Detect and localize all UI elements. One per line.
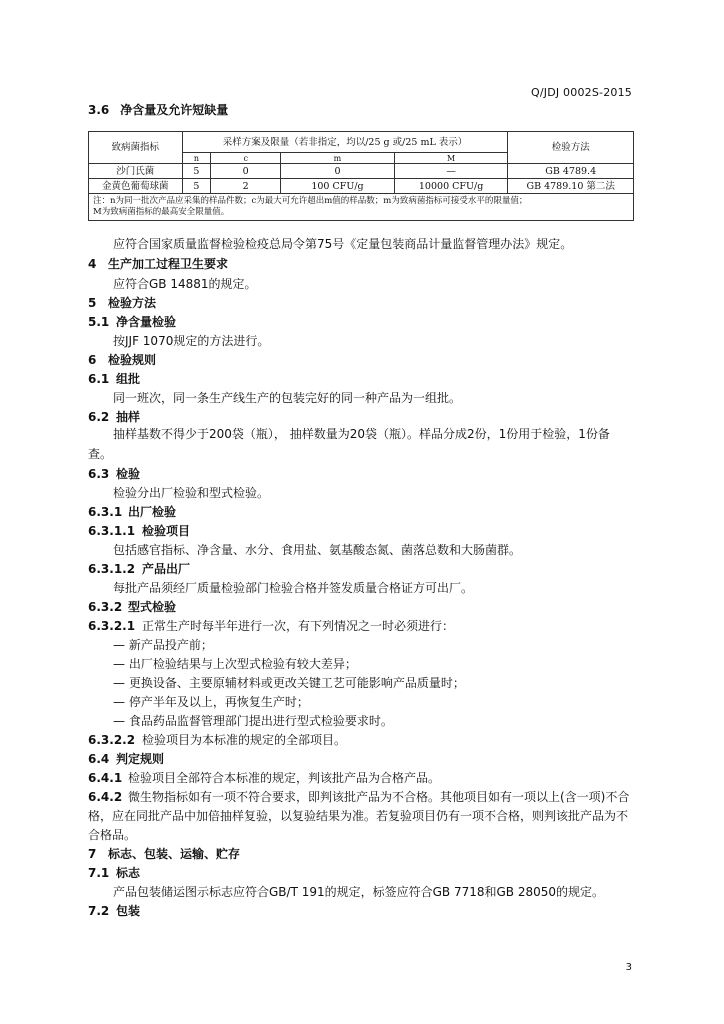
- clause-6-4-1: 6.4.1 检验项目全部符合本标准的规定，判该批产品为合格产品。: [88, 771, 441, 785]
- list-item: — 新产品投产前；: [113, 638, 213, 652]
- heading-6-4: 6.4 判定规则: [88, 752, 165, 766]
- page-number: 3: [625, 962, 632, 973]
- table-cell-method: GB 4789.4: [508, 164, 634, 179]
- table-cell-name: 金黄色葡萄球菌: [89, 179, 183, 194]
- paragraph-6-3-1-2: 每批产品须经厂质量检验部门检验合格并签发质量合格证方可出厂。: [113, 581, 474, 595]
- standard-code: Q/JDJ 0002S-2015: [531, 86, 632, 99]
- heading-6-3: 6.3 检验: [88, 467, 141, 481]
- table-note-line-2: M为致病菌指标的最高安全限量值。: [93, 207, 230, 217]
- paragraph-5-1: 按JJF 1070规定的方法进行。: [113, 334, 270, 348]
- heading-5-1: 5.1 净含量检验: [88, 315, 177, 329]
- table-cell-M: 10000 CFU/g: [394, 179, 508, 194]
- table-cell-m: 0: [281, 164, 395, 179]
- paragraph-6-3-1-1: 包括感官指标、净含量、水分、食用盐、氨基酸态氮、菌落总数和大肠菌群。: [113, 543, 522, 557]
- clause-6-4-2: 6.4.2 微生物指标如有一项不符合要求，即判该批产品为不合格。其他项目如有一项以上(含一项)不合格，应在同批产品中加倍抽样复验，以复验结果为准。若复验项目仍有一项不合格，则判该批产品为不合格品。: [88, 790, 630, 842]
- table-header-pathogen: 致病菌指标: [89, 132, 183, 164]
- clause-6-3-2-2: 6.3.2.2 检验项目为本标准的规定的全部项目。: [88, 733, 347, 747]
- table-row: [89, 164, 634, 179]
- table-header-plan: 采样方案及限量（若非指定，均以/25 g 或/25 mL 表示）: [182, 132, 508, 153]
- heading-6-2: 6.2 抽样: [88, 410, 141, 424]
- heading-6-3-1-2: 6.3.1.2 产品出厂: [88, 562, 191, 576]
- table-note: [89, 194, 634, 221]
- heading-7-1: 7.1 标志: [88, 866, 141, 880]
- table-cell-n: 5: [182, 179, 211, 194]
- table-note-line-1: 注：n为同一批次产品应采集的样品件数；c为最大可允许超出m值的样品数；m为致病菌指标可接受水平的限量值；: [93, 196, 528, 206]
- paragraph-7-1: 产品包装储运图示标志应符合GB/T 191的规定，标签应符合GB 7718和GB 28050的规定。: [113, 885, 605, 899]
- table-subheader-c: c: [211, 153, 281, 164]
- paragraph-6-1: 同一班次，同一条生产线生产的包装完好的同一种产品为一组批。: [113, 391, 462, 405]
- heading-4: 4 生产加工过程卫生要求: [88, 257, 229, 271]
- table-cell-c: 0: [211, 164, 281, 179]
- table-subheader-M: M: [394, 153, 508, 164]
- list-item: — 更换设备、主要原辅材料或更改关键工艺可能影响产品质量时；: [113, 676, 465, 690]
- heading-6: 6 检验规则: [88, 353, 157, 367]
- paragraph-3-6: 应符合国家质量监督检验检疫总局令第75号《定量包装商品计量监督管理办法》规定。: [113, 237, 573, 251]
- heading-6-1: 6.1 组批: [88, 372, 141, 386]
- table-cell-c: 2: [211, 179, 281, 194]
- table-subheader-n: n: [182, 153, 211, 164]
- table-cell-method: GB 4789.10 第二法: [508, 179, 634, 194]
- paragraph-4: 应符合GB 14881的规定。: [113, 277, 257, 291]
- table-cell-n: 5: [182, 164, 211, 179]
- heading-5: 5 检验方法: [88, 296, 157, 310]
- table-row: [89, 179, 634, 194]
- heading-6-3-2: 6.3.2 型式检验: [88, 600, 177, 614]
- heading-6-3-1-1: 6.3.1.1 检验项目: [88, 524, 191, 538]
- list-item: — 停产半年及以上，再恢复生产时；: [113, 695, 309, 709]
- heading-7-2: 7.2 包装: [88, 904, 141, 918]
- list-item: — 食品药品监督管理部门提出进行型式检验要求时。: [113, 714, 393, 728]
- heading-6-3-1: 6.3.1 出厂检验: [88, 505, 177, 519]
- pathogen-limits-table: [88, 131, 634, 221]
- table-cell-m: 100 CFU/g: [281, 179, 395, 194]
- table-cell-M: —: [394, 164, 508, 179]
- table-cell-name: 沙门氏菌: [89, 164, 183, 179]
- list-item: — 出厂检验结果与上次型式检验有较大差异；: [113, 657, 357, 671]
- paragraph-6-3: 检验分出厂检验和型式检验。: [113, 486, 270, 500]
- clause-6-3-2-1: 6.3.2.1 正常生产时每半年进行一次，有下列情况之一时必须进行：: [88, 619, 455, 633]
- paragraph-6-2: 抽样基数不得少于200袋（瓶）， 抽样数量为20袋（瓶）。样品分成2份，1份用于检验，1份备查。: [88, 427, 610, 461]
- table-subheader-m: m: [281, 153, 395, 164]
- table-header-method: 检验方法: [508, 132, 634, 164]
- heading-7: 7 标志、包装、运输、贮存: [88, 847, 241, 861]
- heading-3-6: 3.6 净含量及允许短缺量: [88, 103, 229, 117]
